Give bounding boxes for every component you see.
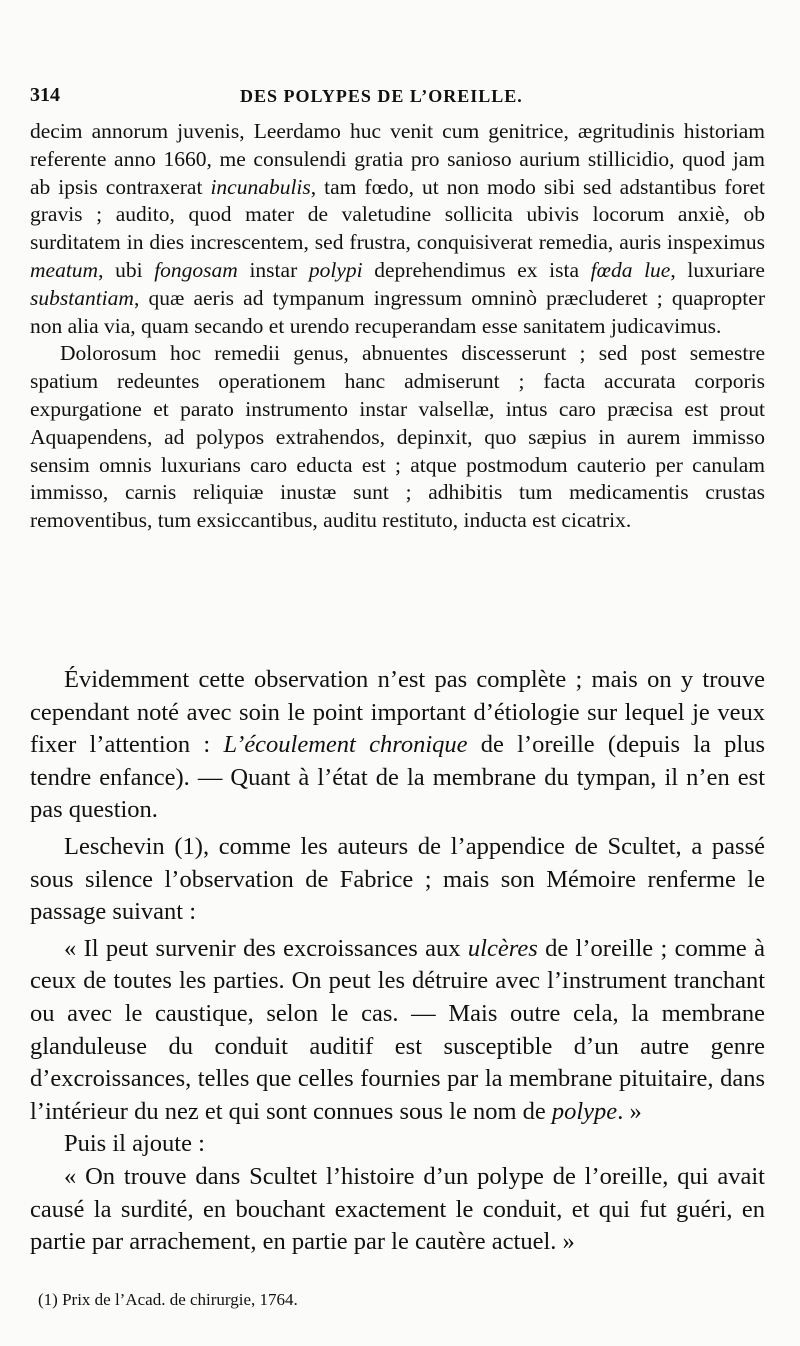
running-title: DES POLYPES DE L’OREILLE. — [240, 86, 523, 106]
french-body — [30, 664, 765, 1259]
latin-paragraph-2: Dolorosum hoc remedii genus, abnuentes discesserunt ; sed post semestre spatium redeuntes operationem hanc admiserunt ; facta accurata corporis expurgatione et parato instrumento instar valsellæ, intus caro præcisa est prout Aquapendens, ad polypos extrahendos, depinxit, quo sæpius in aurem immisso sensim omnis luxurians caro educta est ; atque postmodum cauterio per canulam immisso, carnis reliquiæ inustæ sunt ; adhibitis tum medicamentis crustas removentibus, tum exsiccantibus, auditu restituto, inducta est cicatrix. — [30, 341, 765, 533]
french-paragraph-2: Leschevin (1), comme les auteurs de l’appendice de Scultet, a passé sous silence l’observation de Fabrice ; mais son Mémoire renferme le passage suivant : — [30, 832, 765, 926]
page-number: 314 — [30, 84, 60, 106]
french-paragraph-5: « On trouve dans Scultet l’histoire d’un polype de l’oreille, qui avait causé la surdité, en bouchant exactement le conduit, et qui fut guéri, en partie par arrachement, en partie par le cautère actuel. » — [30, 1162, 765, 1256]
french-paragraph-4: Puis il ajoute : — [64, 1130, 205, 1158]
page-header — [30, 84, 770, 114]
french-paragraph-1: Évidemment cette observation n’est pas complète ; mais on y trouve cependant noté avec soin le point important d’étiologie sur lequel je veux fixer l’attention : L’écoulement chronique de l’oreille (depuis la plus tendre enfance). — Quant à l’état de la membrane du tympan, il n’en est pas question. — [30, 666, 765, 824]
french-paragraph-3: « Il peut survenir des excroissances aux ulcères de l’oreille ; comme à ceux de toutes les parties. On peut les détruire avec l’instrument tranchant ou avec le caustique, selon le cas. — Mais outre cela, la membrane glanduleuse du conduit auditif est susceptible d’un autre genre d’excroissances, telles que celles fournies par la membrane pituitaire, dans l’intérieur du nez et qui sont connues sous le nom de polype. » — [30, 934, 765, 1125]
latin-quotation — [30, 118, 765, 535]
latin-paragraph-1: decim annorum juvenis, Leerdamo huc venit cum genitrice, ægritudinis historiam referente anno 1660, me consulendi gratia pro sanioso aurium stillicidio, quod jam ab ipsis contraxerat incunabulis, tam fœdo, ut non modo sibi sed adstantibus foret gravis ; audito, quod mater de valetudine sollicita ubivis locorum anxiè, ob surditatem in dies increscentem, sed frustra, conquisiverat remedia, auris inspeximus meatum, ubi fongosam instar polypi deprehendimus ex ista fœda lue, luxuriare substantiam, quæ aeris ad tympanum ingressum omninò præcluderet ; quapropter non alia via, quam secando et urendo recuperandam esse sanitatem judicavimus. — [30, 119, 765, 338]
footnote: (1) Prix de l’Acad. de chirurgie, 1764. — [38, 1290, 298, 1309]
